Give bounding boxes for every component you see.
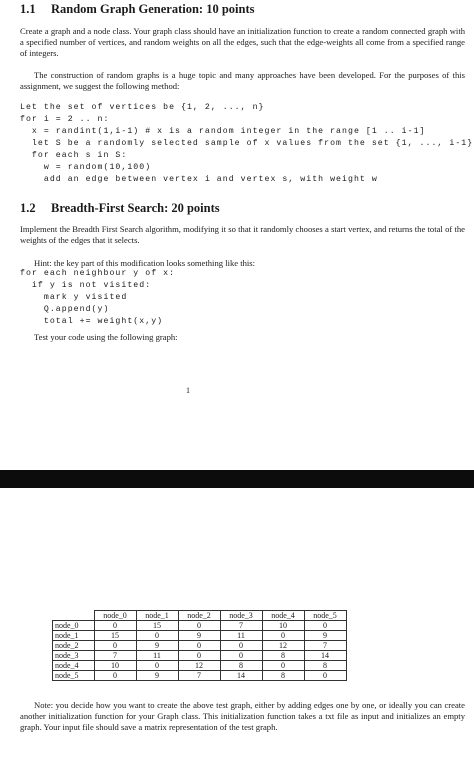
- table-row: [53, 641, 347, 651]
- code-line: let S be a randomly selected sample of x values from the set {1, ..., i-1}: [20, 139, 474, 148]
- hint-text: Hint: the key part of this modification looks something like this:: [34, 258, 256, 268]
- section-title: Random Graph Generation: 10 points: [51, 2, 255, 16]
- weight-cell: 7: [220, 621, 262, 631]
- page-separator-bar: [0, 470, 474, 488]
- section-1-2-heading: [20, 201, 220, 216]
- column-header: node_0: [94, 611, 136, 621]
- weight-cell: 14: [220, 671, 262, 681]
- table-row: [53, 621, 347, 631]
- weight-cell: 0: [94, 641, 136, 651]
- weight-cell: 0: [136, 661, 178, 671]
- weight-cell: 0: [220, 641, 262, 651]
- weight-cell: 9: [136, 671, 178, 681]
- weight-cell: 0: [220, 651, 262, 661]
- code-line: for each neighbour y of x:: [20, 269, 176, 278]
- weight-cell: 12: [178, 661, 220, 671]
- weight-cell: 7: [94, 651, 136, 661]
- section-1-1-heading: [20, 2, 255, 17]
- weight-cell: 0: [304, 671, 346, 681]
- section-title: Breadth-First Search: 20 points: [51, 201, 220, 215]
- weight-cell: 0: [262, 631, 304, 641]
- weight-cell: 0: [94, 621, 136, 631]
- section-number: 1.1: [20, 2, 36, 16]
- table-row: [53, 651, 347, 661]
- section-1-1-method-paragraph: [20, 70, 465, 92]
- code-line: for i = 2 .. n:: [20, 115, 110, 124]
- weight-cell: 15: [94, 631, 136, 641]
- table-row: [53, 661, 347, 671]
- code-line: if y is not visited:: [20, 281, 152, 290]
- weight-cell: 0: [178, 651, 220, 661]
- table-row: [53, 671, 347, 681]
- weight-cell: 10: [262, 621, 304, 631]
- code-line: total += weight(x,y): [20, 317, 164, 326]
- weight-cell: 10: [94, 661, 136, 671]
- code-line: x = randint(1,i-1) # x is a random integer in the range [1 .. i-1]: [20, 127, 426, 136]
- weight-cell: 8: [220, 661, 262, 671]
- row-header: node_4: [53, 661, 95, 671]
- weight-cell: 9: [136, 641, 178, 651]
- weight-cell: 0: [178, 641, 220, 651]
- table-corner-cell: [53, 611, 95, 621]
- hint-paragraph: [20, 258, 465, 269]
- code-line: add an edge between vertex i and vertex s, with weight w: [20, 175, 378, 184]
- weight-cell: 11: [136, 651, 178, 661]
- weight-cell: 0: [136, 631, 178, 641]
- code-line: for each s in S:: [20, 151, 128, 160]
- weight-cell: 8: [304, 661, 346, 671]
- weight-cell: 8: [262, 651, 304, 661]
- test-instruction: Test your code using the following graph:: [34, 332, 178, 342]
- column-header: node_5: [304, 611, 346, 621]
- weight-cell: 7: [178, 671, 220, 681]
- weight-cell: 7: [304, 641, 346, 651]
- column-header: node_3: [220, 611, 262, 621]
- weight-cell: 11: [220, 631, 262, 641]
- test-graph-adjacency-table: [52, 610, 347, 681]
- column-header: node_1: [136, 611, 178, 621]
- weight-cell: 12: [262, 641, 304, 651]
- weight-cell: 0: [178, 621, 220, 631]
- code-line: mark y visited: [20, 293, 128, 302]
- column-header: node_2: [178, 611, 220, 621]
- section-1-1-intro: Create a graph and a node class. Your graph class should have an initialization function to create a random connected graph with a specified number of vertices, and random weights on all the edges, such that the edge-weights all come from a specified range of integers.: [20, 26, 465, 59]
- method-text: The construction of random graphs is a huge topic and many approaches have been developed. For the purposes of this assignment, we suggest the following method:: [20, 70, 465, 92]
- weight-cell: 8: [262, 671, 304, 681]
- weight-cell: 0: [262, 661, 304, 671]
- weight-cell: 0: [304, 621, 346, 631]
- weight-cell: 15: [136, 621, 178, 631]
- row-header: node_3: [53, 651, 95, 661]
- section-number: 1.2: [20, 201, 36, 215]
- column-header: node_4: [262, 611, 304, 621]
- row-header: node_2: [53, 641, 95, 651]
- note-text: Note: you decide how you want to create the above test graph, either by adding edges one by one, or ideally you can create another initialization function for your Graph class. This initialization function takes a txt file as input and initializes an empty graph. Your input file should save a matrix representation of the test graph.: [20, 700, 465, 733]
- weight-cell: 14: [304, 651, 346, 661]
- code-line: Q.append(y): [20, 305, 110, 314]
- row-header: node_0: [53, 621, 95, 631]
- row-header: node_1: [53, 631, 95, 641]
- section-1-2-intro: Implement the Breadth First Search algorithm, modifying it so that it randomly chooses a start vertex, and returns the total of the weights of the edges that it selects.: [20, 224, 465, 246]
- table-row: [53, 631, 347, 641]
- weight-cell: 9: [178, 631, 220, 641]
- weight-cell: 9: [304, 631, 346, 641]
- page-number: 1: [186, 386, 190, 395]
- table-body: [53, 621, 347, 681]
- row-header: node_5: [53, 671, 95, 681]
- code-line: w = random(10,100): [20, 163, 152, 172]
- code-line: Let the set of vertices be {1, 2, ..., n}: [20, 103, 265, 112]
- note-paragraph: [20, 700, 465, 733]
- table-header-row: [53, 611, 347, 621]
- weight-cell: 0: [94, 671, 136, 681]
